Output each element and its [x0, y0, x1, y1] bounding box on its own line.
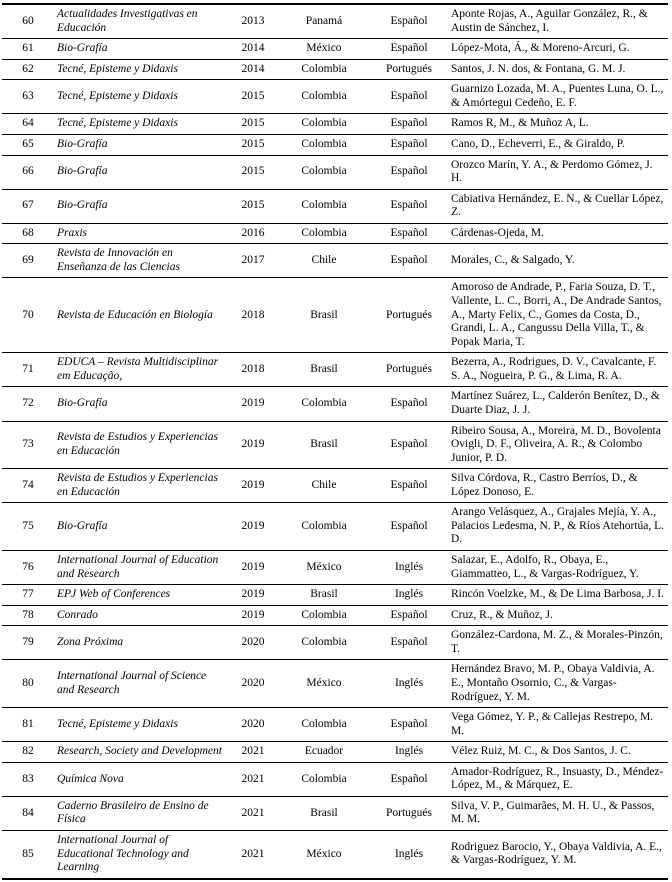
country-cell: Colombia [278, 114, 370, 135]
authors-cell: Amador-Rodríguez, R., Insuasty, D., Méndez-López, M., & Márquez, E. [448, 762, 668, 796]
language-cell: Español [370, 387, 448, 421]
num-cell: 80 [2, 660, 54, 708]
num-cell: 63 [2, 80, 54, 114]
journal-cell: Bio-Grafía [54, 503, 228, 551]
table-row [2, 551, 668, 585]
authors-cell: Cárdenas-Ojeda, M. [448, 223, 668, 244]
table-row [2, 155, 668, 189]
num-cell: 68 [2, 223, 54, 244]
table-row [2, 189, 668, 223]
table-row [2, 244, 668, 278]
num-cell: 60 [2, 4, 54, 39]
journal-cell: Química Nova [54, 762, 228, 796]
year-cell: 2015 [228, 155, 278, 189]
language-cell: Español [370, 189, 448, 223]
language-cell: Español [370, 421, 448, 469]
journal-cell: EPJ Web of Conferences [54, 585, 228, 606]
authors-cell: Rincón Voelzke, M., & De Lima Barbosa, J. I. [448, 585, 668, 606]
table-row [2, 626, 668, 660]
num-cell: 85 [22, 847, 34, 860]
num-cell: 67 [2, 189, 54, 223]
num-cell: 73 [2, 421, 54, 469]
journal-cell: Revista de Estudios y Experiencias en Educación [54, 469, 228, 503]
year-cell: 2020 [228, 660, 278, 708]
journal-cell: Bio-Grafía [54, 155, 228, 189]
country-cell: Colombia [278, 503, 370, 551]
authors-cell: Aponte Rojas, A., Aguilar González, R., & Austin de Sánchez, I. [448, 4, 668, 39]
country-cell: Colombia [278, 223, 370, 244]
journal-cell: Revista de Innovación en Enseñanza de las Ciencias [54, 244, 228, 278]
language-cell: Inglés [370, 660, 448, 708]
country-cell: Colombia [278, 605, 370, 626]
num-cell: 61 [2, 39, 54, 60]
year-cell: 2018 [228, 278, 278, 353]
language-cell: Español [370, 605, 448, 626]
table-row [2, 387, 668, 421]
language-cell: Español [370, 114, 448, 135]
authors-cell: Guarnizo Lozada, M. A., Puentes Luna, O. L., & Amórtegui Cedeño, E. F. [448, 80, 668, 114]
country-cell: Brasil [278, 421, 370, 469]
table-row [2, 585, 668, 606]
country-cell: Colombia [278, 59, 370, 80]
table-body [2, 4, 668, 879]
language-cell: Inglés [394, 847, 424, 860]
country-cell: Chile [278, 244, 370, 278]
year-cell: 2020 [228, 708, 278, 742]
country-cell: México [278, 551, 370, 585]
country-cell: Brasil [278, 278, 370, 353]
year-cell: 2019 [228, 503, 278, 551]
publications-table [2, 3, 668, 880]
year-cell: 2018 [228, 353, 278, 387]
num-cell: 64 [2, 114, 54, 135]
authors-cell: Arango Velásquez, A., Grajales Mejía, Y. A., Palacios Ledesma, N. P., & Ríos Atehortúa, L. D. [448, 503, 668, 551]
authors-cell: Cruz, R., & Muñoz, J. [448, 605, 668, 626]
table-row [2, 39, 668, 60]
year-cell: 2017 [228, 244, 278, 278]
language-cell: Español [370, 155, 448, 189]
num-cell: 76 [2, 551, 54, 585]
language-cell: Inglés [370, 551, 448, 585]
year-cell: 2019 [228, 469, 278, 503]
authors-cell: Morales, C., & Salgado, Y. [448, 244, 668, 278]
language-cell: Español [370, 134, 448, 155]
authors-cell: Salazar, E., Adolfo, R., Obaya, E., Giammatteo, L., & Vargas-Rodríguez, Y. [448, 551, 668, 585]
country-cell: Colombia [278, 80, 370, 114]
language-cell: Español [370, 503, 448, 551]
num-cell: 62 [2, 59, 54, 80]
table-row [2, 59, 668, 80]
year-cell: 2019 [228, 387, 278, 421]
journal-cell: Bio-Grafía [54, 39, 228, 60]
num-cell: 71 [2, 353, 54, 387]
language-cell: Español [370, 626, 448, 660]
journal-cell: International Journal of Science and Research [54, 660, 228, 708]
year-cell: 2014 [228, 59, 278, 80]
year-cell: 2016 [228, 223, 278, 244]
authors-cell: Vega Gómez, Y. P., & Callejas Restrepo, M. M. [448, 708, 668, 742]
journal-cell: EDUCA – Revista Multidisciplinar em Educação, [54, 353, 228, 387]
num-cell: 78 [2, 605, 54, 626]
table-row [2, 223, 668, 244]
country-cell: Chile [278, 469, 370, 503]
table-row [2, 708, 668, 742]
table-row [2, 831, 668, 879]
authors-cell: Silva Córdova, R., Castro Berríos, D., & López Donoso, E. [448, 469, 668, 503]
year-cell: 2019 [228, 605, 278, 626]
num-cell: 79 [2, 626, 54, 660]
language-cell: Español [370, 223, 448, 244]
country-cell: México [278, 660, 370, 708]
table-row [2, 421, 668, 469]
num-cell: 66 [2, 155, 54, 189]
language-cell: Inglés [370, 585, 448, 606]
language-cell: Portugués [370, 59, 448, 80]
country-cell: México [306, 847, 342, 860]
year-cell: 2021 [228, 762, 278, 796]
language-cell: Inglés [370, 742, 448, 763]
year-cell: 2015 [228, 189, 278, 223]
journal-cell: Tecné, Episteme y Didaxis [54, 114, 228, 135]
journal-cell: Conrado [54, 605, 228, 626]
country-cell: Brasil [278, 585, 370, 606]
table-row [2, 503, 668, 551]
language-cell: Español [370, 4, 448, 39]
num-cell: 70 [2, 278, 54, 353]
language-cell: Español [370, 469, 448, 503]
year-cell: 2021 [228, 742, 278, 763]
num-cell: 72 [2, 387, 54, 421]
year-cell: 2013 [228, 4, 278, 39]
table-row [2, 80, 668, 114]
language-cell: Portugués [370, 278, 448, 353]
num-cell: 74 [2, 469, 54, 503]
authors-cell: Ramos R, M., & Muñoz A, L. [448, 114, 668, 135]
table-row [2, 762, 668, 796]
table-row [2, 660, 668, 708]
year-cell: 2021 [228, 796, 278, 830]
authors-cell: Cabiativa Hernández, E. N., & Cuellar López, Z. [448, 189, 668, 223]
language-cell: Español [370, 244, 448, 278]
journal-cell: Praxis [54, 223, 228, 244]
authors-cell: Cano, D., Echeverri, E., & Giraldo, P. [448, 134, 668, 155]
year-cell: 2019 [228, 421, 278, 469]
country-cell: Ecuador [278, 742, 370, 763]
authors-cell: Vélez Ruiz, M. C., & Dos Santos, J. C. [448, 742, 668, 763]
table-row [2, 278, 668, 353]
journal-cell: Actualidades Investigativas en Educación [54, 4, 228, 39]
language-cell: Portugués [370, 796, 448, 830]
table-row [2, 742, 668, 763]
country-cell: Colombia [278, 155, 370, 189]
country-cell: Brasil [278, 796, 370, 830]
year-cell: 2019 [228, 551, 278, 585]
authors-cell: González-Cardona, M. Z., & Morales-Pinzón, T. [448, 626, 668, 660]
num-cell: 81 [2, 708, 54, 742]
authors-cell: Silva, V. P., Guimarães, M. H. U., & Passos, M. M. [448, 796, 668, 830]
num-cell: 77 [2, 585, 54, 606]
journal-cell: Zona Próxima [54, 626, 228, 660]
country-cell: Panamá [278, 4, 370, 39]
authors-cell: Santos, J. N. dos, & Fontana, G. M. J. [448, 59, 668, 80]
year-cell: 2021 [241, 847, 265, 860]
authors-cell: Ribeiro Sousa, A., Moreira, M. D., Bovolenta Ovigli, D. F., Oliveira, A. R., & Colombo Junior, P. D. [448, 421, 668, 469]
journal-cell: Tecné, Episteme y Didaxis [54, 80, 228, 114]
journal-cell: International Journal of Education and Research [54, 551, 228, 585]
table-row [2, 605, 668, 626]
num-cell: 82 [2, 742, 54, 763]
year-cell: 2014 [228, 39, 278, 60]
authors-cell: Martínez Suárez, L., Calderón Benítez, D., & Duarte Diaz, J. J. [448, 387, 668, 421]
num-cell: 65 [2, 134, 54, 155]
journal-cell: Bio-Grafía [54, 387, 228, 421]
country-cell: Brasil [278, 353, 370, 387]
language-cell: Español [370, 708, 448, 742]
country-cell: Colombia [278, 387, 370, 421]
authors-cell: Orozco Marín, Y. A., & Perdomo Gómez, J. H. [448, 155, 668, 189]
authors-cell: Bezerra, A., Rodrigues, D. V., Cavalcante, F. S. A., Nogueira, P. G., & Lima, R. A. [448, 353, 668, 387]
num-cell: 84 [2, 796, 54, 830]
num-cell: 69 [2, 244, 54, 278]
country-cell: Colombia [278, 626, 370, 660]
country-cell: Colombia [278, 708, 370, 742]
table-row [2, 114, 668, 135]
num-cell: 75 [2, 503, 54, 551]
journal-cell: Bio-Grafía [54, 189, 228, 223]
language-cell: Portugués [370, 353, 448, 387]
journal-cell: Tecné, Episteme y Didaxis [54, 59, 228, 80]
authors-cell: Rodriguez Barocio, Y., Obaya Valdivia, A. E., & Vargas-Rodríguez, Y. M. [451, 840, 662, 867]
country-cell: México [278, 39, 370, 60]
year-cell: 2015 [228, 134, 278, 155]
country-cell: Colombia [278, 134, 370, 155]
year-cell: 2015 [228, 114, 278, 135]
table-row [2, 134, 668, 155]
authors-cell: López-Mota, Á., & Moreno-Arcuri, G. [448, 39, 668, 60]
country-cell: Colombia [278, 189, 370, 223]
authors-cell: Hernández Bravo, M. P., Obaya Valdivia, A. E., Montaño Osornio, C., & Vargas-Rodríguez, Y. M. [448, 660, 668, 708]
journal-cell: Tecné, Episteme y Didaxis [54, 708, 228, 742]
journal-cell: Revista de Estudios y Experiencias en Educación [54, 421, 228, 469]
year-cell: 2020 [228, 626, 278, 660]
table-row [2, 4, 668, 39]
journal-cell: Research, Society and Development [54, 742, 228, 763]
year-cell: 2015 [228, 80, 278, 114]
journal-cell: International Journal of Educational Technology and Learning [57, 834, 189, 874]
journal-cell: Bio-Grafía [54, 134, 228, 155]
journal-cell: Revista de Educación en Biología [54, 278, 228, 353]
language-cell: Español [370, 762, 448, 796]
language-cell: Español [370, 39, 448, 60]
year-cell: 2019 [228, 585, 278, 606]
authors-cell: Amoroso de Andrade, P., Faria Souza, D. T., Vallente, L. C., Borri, A., De Andrade Santos, A., Marty Felix, C., Gomes da Costa, D., Grandi, L. A., Cangussu Della Villa, T., & Popak Maria, T. [448, 278, 668, 353]
journal-cell: Caderno Brasileiro de Ensino de Física [54, 796, 228, 830]
table-row [2, 353, 668, 387]
table-row [2, 469, 668, 503]
num-cell: 83 [2, 762, 54, 796]
country-cell: Colombia [278, 762, 370, 796]
language-cell: Español [370, 80, 448, 114]
table-row [2, 796, 668, 830]
